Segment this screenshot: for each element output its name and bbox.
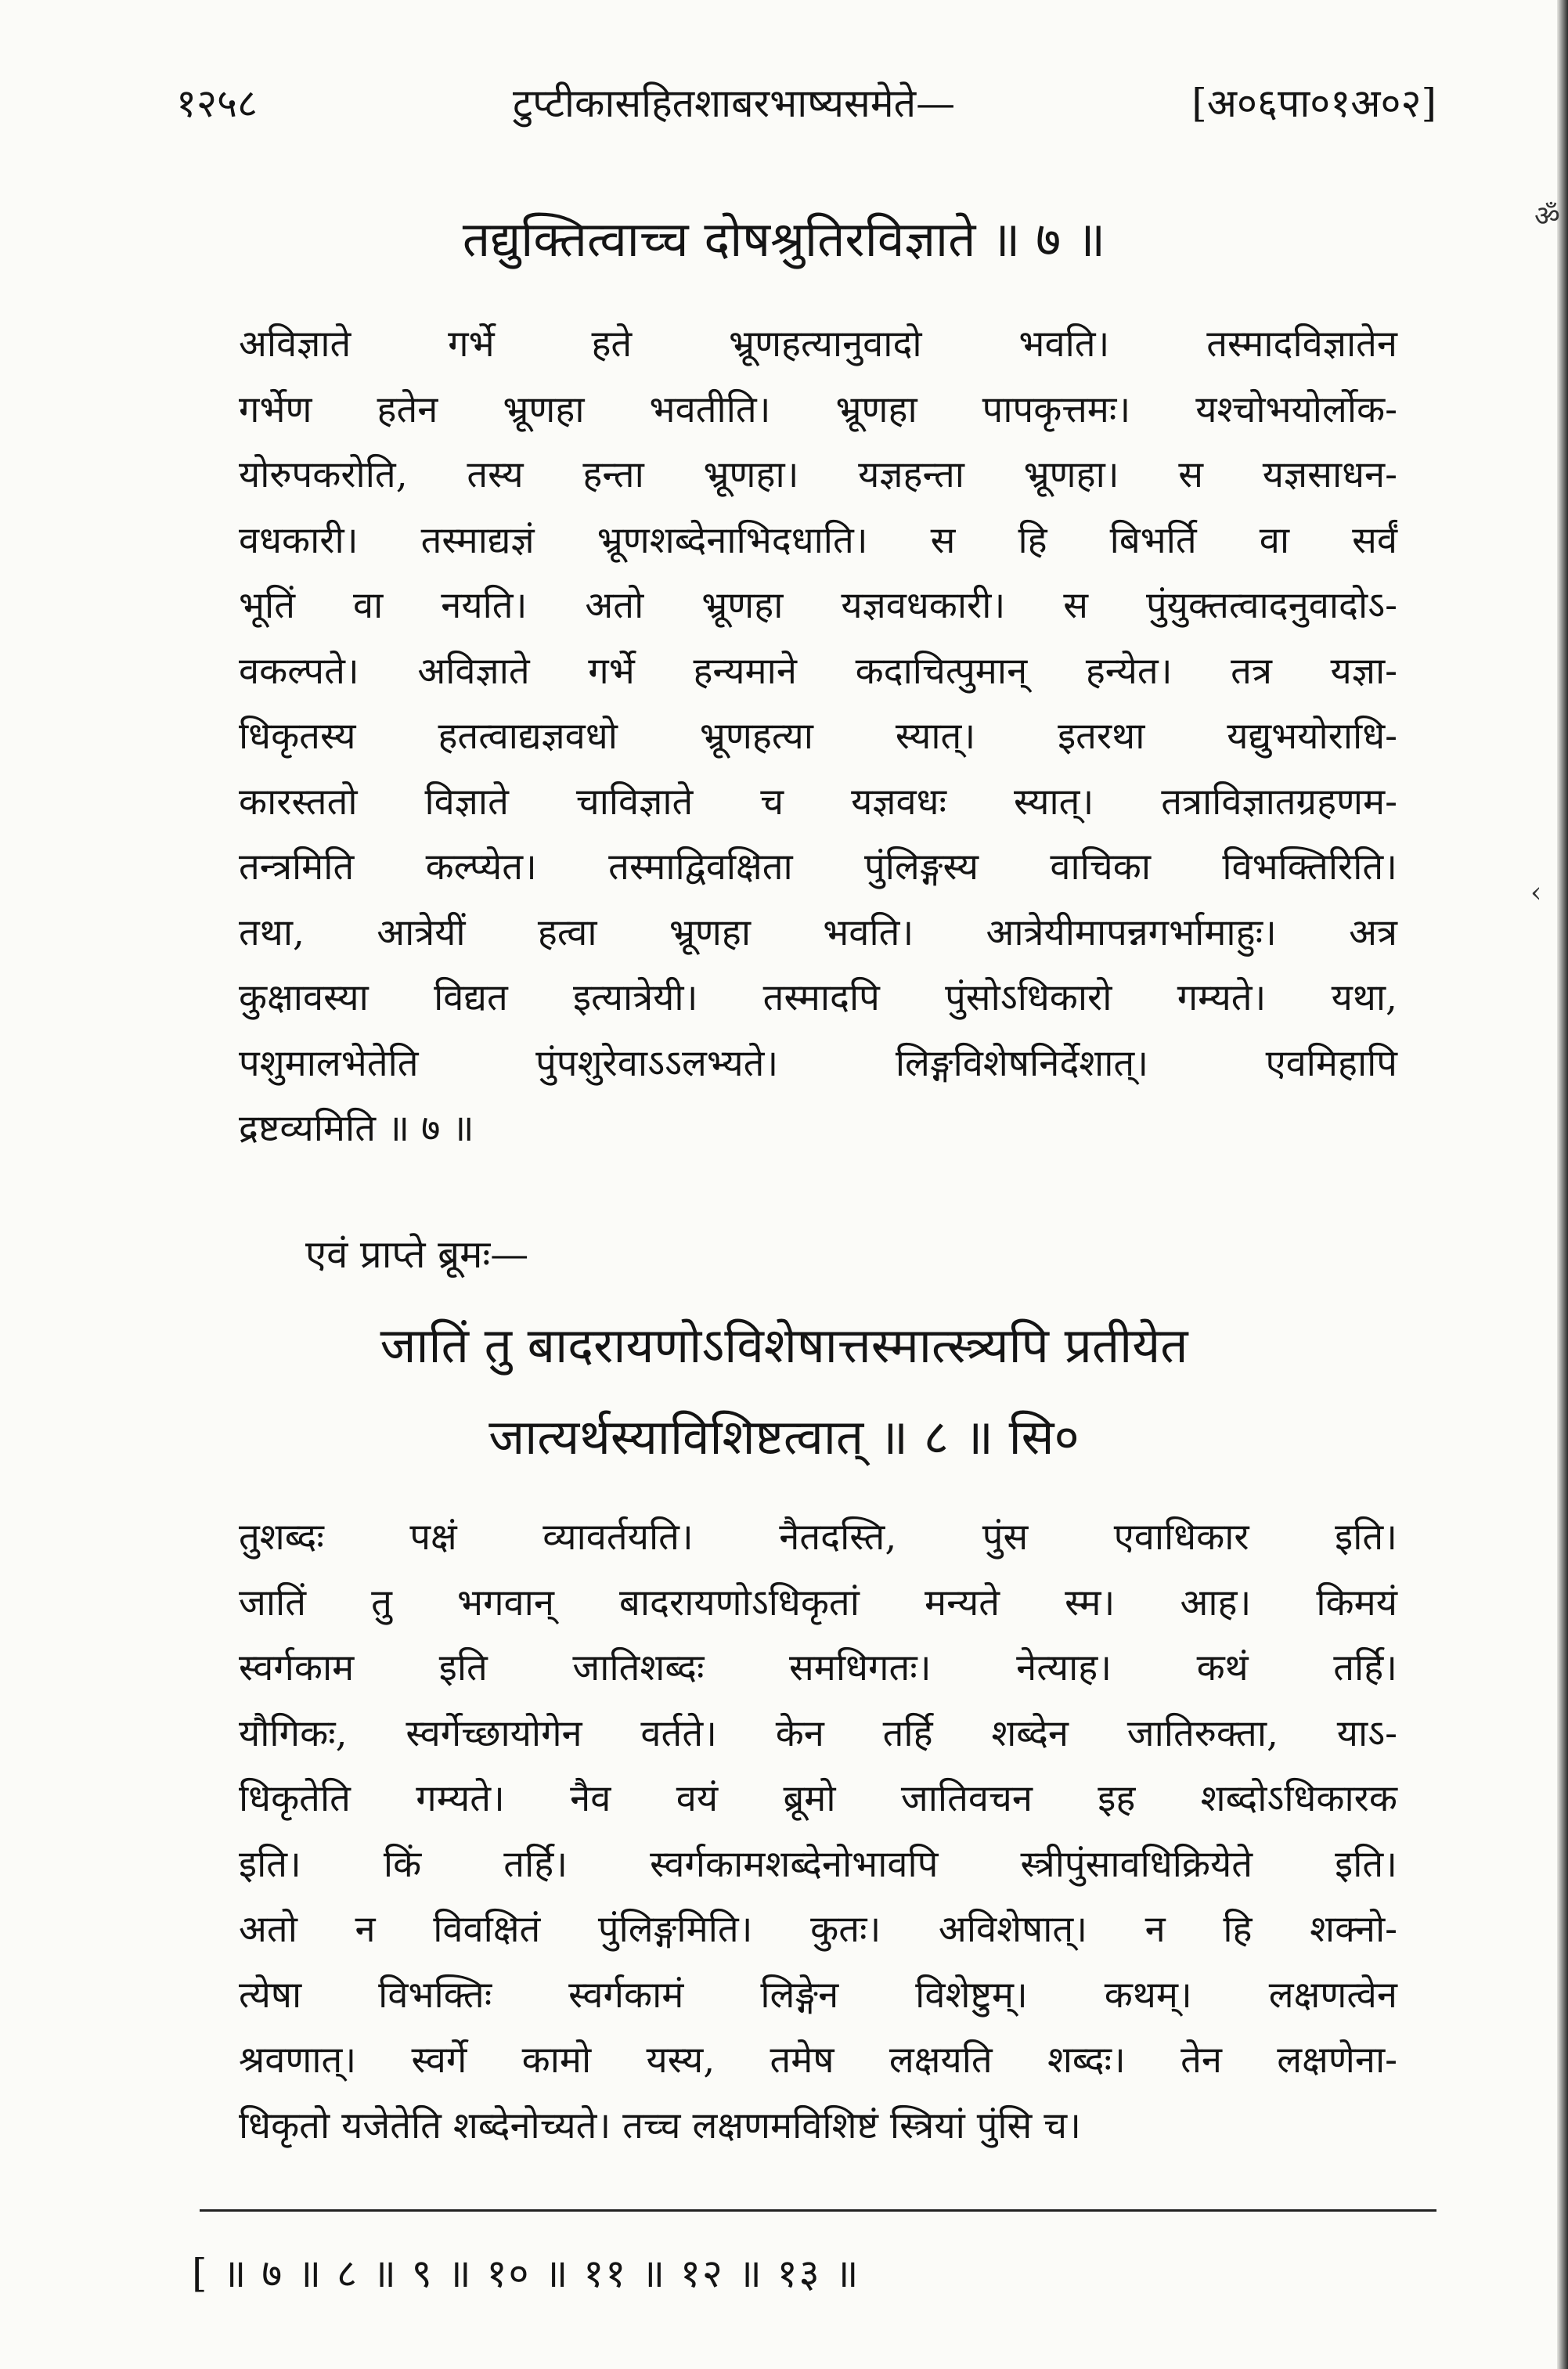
commentary-paragraph-1 [239, 312, 1397, 1162]
sutra-8-line-1: जातिं तु बादरायणोऽविशेषात्तस्मात्स्त्र्यपि प्रतीयेत [380, 1317, 1188, 1374]
text-line: अविज्ञाते गर्भे हते भ्रूणहत्यानुवादो भवति। तस्मादविज्ञातेन [239, 323, 1397, 366]
text-line: श्रवणात्। स्वर्गे कामो यस्य, तमेष लक्षयति शब्दः। तेन लक्षणेना- [239, 2039, 1397, 2082]
text-line: यौगिकः, स्वर्गेच्छायोगेन वर्तते। केन तर्हि शब्देन जातिरुक्ता, याऽ- [239, 1711, 1397, 1755]
text-line: अतो न विवक्षितं पुंलिङ्गमिति। कुतः। अविशेषात्। न हि शक्नो- [239, 1908, 1397, 1951]
sutra-7: तद्युक्तित्वाच्च दोषश्रुतिरविज्ञाते ॥ ७ ॥ [462, 211, 1106, 268]
page-number: १२५८ [176, 81, 258, 126]
text-line: गर्भेण हतेन भ्रूणहा भवतीति। भ्रूणहा पापकृत्तमः। यश्चोभयोर्लोक- [239, 388, 1397, 431]
text-line: तन्त्रमिति कल्प्येत। तस्माद्विवक्षिता पुंलिङ्गस्य वाचिका विभक्तिरिति। [239, 846, 1397, 889]
text-line: कारस्ततो विज्ञाते चाविज्ञाते च यज्ञवधः स्यात्। तत्राविज्ञातग्रहणम- [239, 780, 1397, 824]
text-line: धिकृतेति गम्यते। नैव वयं ब्रूमो जातिवचन इह शब्दोऽधिकारक [239, 1777, 1397, 1820]
text-line: भूतिं वा नयति। अतो भ्रूणहा यज्ञवधकारी। स पुंयुक्तत्वादनुवादोऽ- [239, 584, 1397, 627]
transition-phrase: एवं प्राप्ते ब्रूमः— [305, 1232, 529, 1277]
text-line: वधकारी। तस्माद्यज्ञं भ्रूणशब्देनाभिदधाति। स हि बिभर्ति वा सर्वं [239, 518, 1397, 562]
text-line: इति। किं तर्हि। स्वर्गकामशब्देनोभावपि स्त्रीपुंसावधिक्रियेते इति। [239, 1842, 1397, 1886]
text-line: धिकृतो यजेतेति शब्देनोच्यते। तच्च लक्षणमविशिष्टं स्त्रियां पुंसि च। [239, 2104, 1081, 2147]
text-line: तथा, आत्रेयीं हत्वा भ्रूणहा भवति। आत्रेयीमापन्नगर्भामाहुः। अत्र [239, 910, 1397, 954]
footer-divider [200, 2209, 1436, 2212]
text-line: द्रष्टव्यमिति ॥ ७ ॥ [239, 1107, 474, 1150]
text-line: वकल्पते। अविज्ञाते गर्भे हन्यमाने कदाचित्पुमान् हन्येत। तत्र यज्ञा- [239, 649, 1397, 693]
text-line: धिकृतस्य हतत्वाद्यज्ञवधो भ्रूणहत्या स्यात्। इतरथा यद्युभयोराधि- [239, 715, 1397, 758]
text-line: जातिं तु भगवान् बादरायणोऽधिकृतां मन्यते स्म। आह। किमयं [239, 1581, 1397, 1624]
running-title: टुप्टीकासहितशाबरभाष्यसमेते— [513, 81, 956, 126]
text-line: त्येषा विभक्तिः स्वर्गकामं लिङ्गेन विशेष्टुम्। कथम्। लक्षणत्वेन [239, 1973, 1397, 2017]
text-line: कुक्षावस्या विद्यत इत्यात्रेयी। तस्मादपि पुंसोऽधिकारो गम्यते। यथा, [239, 976, 1397, 1019]
footnote-references: [ ॥ ७ ॥ ८ ॥ ९ ॥ १० ॥ ११ ॥ १२ ॥ १३ ॥ [192, 2251, 860, 2296]
page-header [176, 75, 1436, 146]
text-line: योरुपकरोति, तस्य हन्ता भ्रूणहा। यज्ञहन्ता भ्रूणहा। स यज्ञसाधन- [239, 453, 1397, 496]
section-reference: [अ०६पा०१अ०२] [1191, 81, 1436, 126]
page-edge-shadow [1557, 0, 1568, 2369]
text-line: स्वर्गकाम इति जातिशब्दः समधिगतः। नेत्याह। कथं तर्हि। [239, 1646, 1397, 1689]
commentary-paragraph-2 [239, 1505, 1397, 2158]
text-line: तुशब्दः पक्षं व्यावर्तयति। नैतदस्ति, पुंस एवाधिकार इति। [239, 1516, 1397, 1559]
edge-mark: ॐ [1534, 200, 1560, 233]
sutra-8-line-2: जात्यर्थस्याविशिष्टत्वात् ॥ ८ ॥ सि० [488, 1408, 1080, 1466]
edge-mark: ‹ [1530, 877, 1542, 909]
text-line: पशुमालभेतेति पुंपशुरेवाऽऽलभ्यते। लिङ्गविशेषनिर्देशात्। एवमिहापि [239, 1041, 1397, 1085]
